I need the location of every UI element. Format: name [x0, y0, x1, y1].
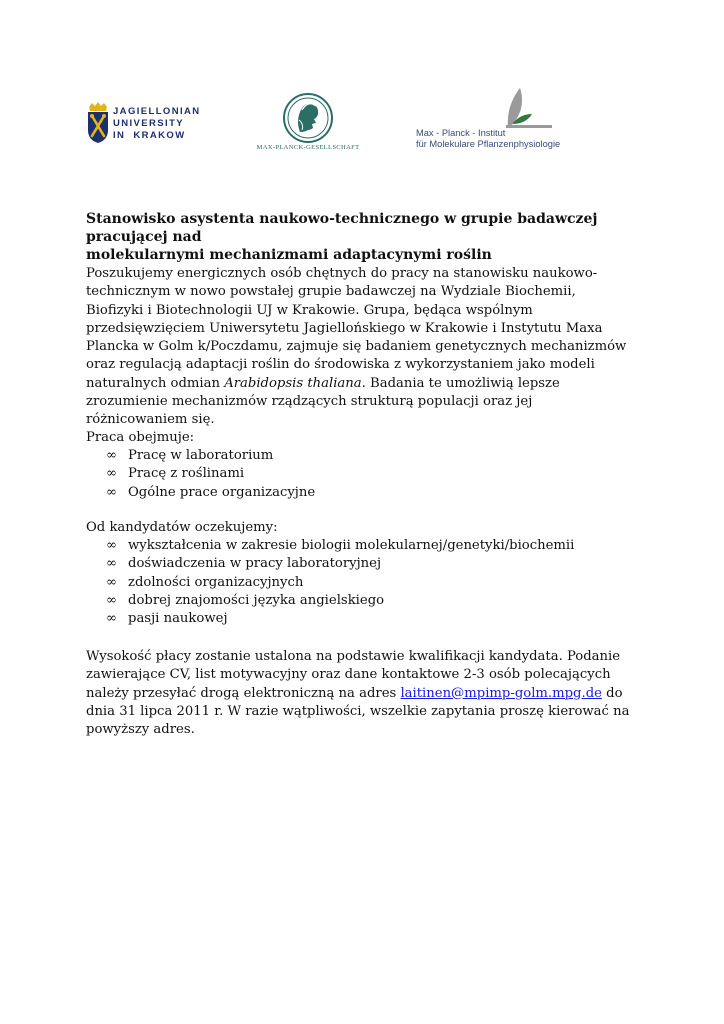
list-item-text: Pracę w laboratorium [128, 448, 274, 463]
closing-text-end: do dnia 31 lipca 2011 r. W razie wątpliwości, wszelkie zapytania proszę kierować na powyższy adres. [86, 685, 630, 738]
list-item [106, 537, 574, 555]
jagiellonian-line-2: UNIVERSITY [113, 118, 185, 129]
bullet-icon: ∞ [106, 556, 117, 572]
jagiellonian-wordmark [113, 106, 201, 142]
mpimp-name [416, 128, 560, 150]
mpimp-logo [416, 84, 561, 154]
species-name: Arabidopsis thaliana [224, 375, 362, 391]
job-title [86, 210, 646, 264]
bullet-icon: ∞ [106, 466, 117, 482]
bullet-icon: ∞ [106, 484, 117, 500]
list-item [106, 592, 574, 610]
list-item [106, 555, 574, 573]
closing-text: Wysokość płacy zostanie ustalona na podstawie kwalifikacji kandydata. Podanie zawierające CV, list motywacyjny oraz dane kontaktowe 2-3 osób polecających należy przesyłać drogą elektroniczną na adres [86, 649, 621, 701]
list-item-text: dobrej znajomości języka angielskiego [128, 592, 385, 608]
bullet-icon: ∞ [106, 592, 117, 608]
minerva-emblem-icon [252, 92, 364, 144]
requirements-heading: Od kandydatów oczekujemy: [86, 520, 278, 535]
bullet-icon: ∞ [106, 448, 117, 463]
mpimp-leaf-icon [416, 84, 556, 128]
work-heading: Praca obejmuje: [86, 430, 195, 445]
max-planck-gesellschaft-logo [252, 92, 364, 152]
jagiellonian-crest-icon [86, 100, 110, 144]
list-item-text: zdolności organizacyjnych [128, 574, 304, 590]
requirements-list [106, 537, 574, 628]
list-item [106, 465, 315, 483]
jagiellonian-university-logo [86, 100, 201, 160]
intro-text-end: . Badania te umożliwią lepsze zrozumienie mechanizmów rządzących strukturą populacji oraz jej różnicowaniem się. [86, 375, 560, 428]
list-item [106, 447, 315, 465]
list-item-text: doświadczenia w pracy laboratoryjnej [128, 556, 382, 572]
job-title-line-2: molekularnymi mechanizmami adaptacynymi roślin [86, 247, 492, 263]
bullet-icon: ∞ [106, 574, 117, 590]
jagiellonian-line-1: JAGIELLONIAN [113, 106, 201, 117]
intro-text: Poszukujemy energicznych osób chętnych do pracy na stanowisku naukowo-technicznym w nowo powstałej grupie badawczej na Wydziale Biochemii, Biofizyki i Biotechnologii UJ w Krakowie. Grupa, będąca wspólnym przedsięwzięciem Uniwersytetu Jagiellońskiego w Krakowie i Instytutu Maxa Plancka w Golm k/Poczdamu, zajmuje się badaniem genetycznych mechanizmów oraz regulacją adaptacji roślin do środowiska z wykorzystaniem jako modeli naturalnych odmian [86, 266, 627, 391]
work-list [106, 447, 315, 502]
mpimp-name-line-2: für Molekulare Pflanzenphysiologie [416, 139, 561, 149]
list-item [106, 484, 315, 502]
list-item-text: Pracę z roślinami [128, 466, 245, 482]
email-link[interactable]: laitinen@mpimp-golm.mpg.de [400, 685, 602, 701]
bullet-icon: ∞ [106, 611, 117, 627]
jagiellonian-line-3: IN KRAKOW [113, 130, 186, 141]
bullet-icon: ∞ [106, 538, 117, 553]
list-item-text: Ogólne prace organizacyjne [128, 484, 316, 500]
mpimp-name-line-1: Max - Planck - Institut [416, 128, 506, 138]
mpg-wordmark: MAX-PLANCK-GESELLSCHAFT [256, 144, 360, 151]
list-item-text: wykształcenia w zakresie biologii molekularnej/genetyki/biochemii [128, 538, 575, 553]
list-item [106, 574, 574, 592]
list-item [106, 610, 574, 628]
closing-paragraph [86, 648, 634, 739]
intro-paragraph [86, 265, 634, 430]
list-item-text: pasji naukowej [128, 611, 228, 627]
job-title-line-1: Stanowisko asystenta naukowo-technicznego w grupie badawczej pracującej nad [86, 211, 598, 245]
